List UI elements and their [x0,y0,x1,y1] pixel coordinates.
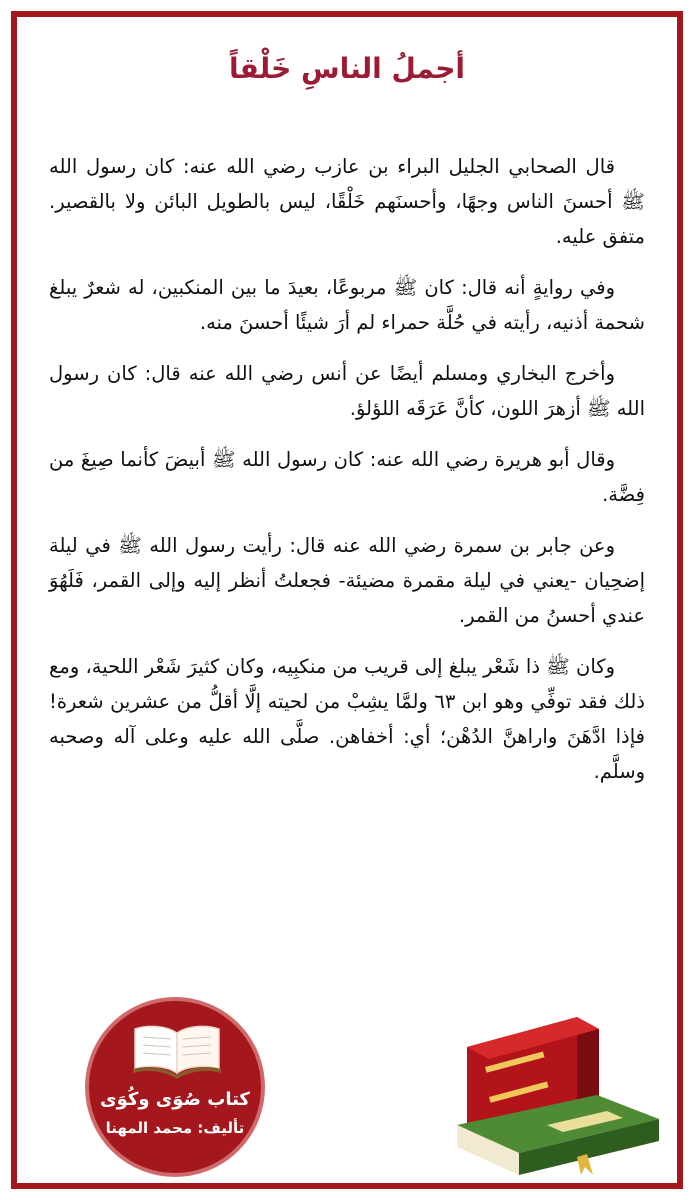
paragraph-5: وعن جابر بن سمرة رضي الله عنه قال: رأيت رسول الله ﷺ في ليلة إضحِيان -يعني في ليلة مقمرة مضيئة- فجعلتُ أنظر إليه وإلى القمر، فَلَهُوَ عندي أحسنُ من القمر. [49,534,645,627]
paragraph-1: قال الصحابي الجليل البراء بن عازب رضي الله عنه: كان رسول الله ﷺ أحسنَ الناس وجهًا، وأحسنَهم خَلْقًا، ليس بالطويل البائن ولا بالقصير. متفق عليه. [49,155,645,248]
paragraph-3: وأخرج البخاري ومسلم أيضًا عن أنس رضي الله عنه قال: كان رسول الله ﷺ أزهرَ اللون، كأنَّ عَرَقَه اللؤلؤ. [49,362,645,420]
paragraph-2: وفي روايةٍ أنه قال: كان ﷺ مربوعًا، بعيدَ ما بين المنكبين، له شعرٌ يبلغ شحمة أذنيه، رأيته في حُلَّة حمراء لم أرَ شيئًا أحسنَ منه. [49,276,645,334]
article-body [49,149,645,805]
page-title: أجملُ الناسِ خَلْقاً [228,52,465,85]
paragraph-4: وقال أبو هريرة رضي الله عنه: كان رسول الله ﷺ أبيضَ كأنما صِيغَ من فِضَّة. [49,448,645,506]
open-book-icon [129,1019,225,1079]
book-title: كتاب صُوَى وكُوَى [100,1089,250,1110]
paragraph-6: وكان ﷺ ذا شَعْر يبلغ إلى قريب من منكبِيه، وكان كثيرَ شَعْر اللحية، ومع ذلك فقد توفِّي وهو ابن ٦٣ ولمَّا يشِبْ من لحيته إلَّا أقلُّ من عشرين شعرة! فإذا ادَّهَنَ واراهنَّ الدُهْن؛ أي: أخفاهن. صلَّى الله عليه وعلى آله وصحبه وسلَّم. [49,655,645,783]
page-frame [11,11,683,1189]
books-stack-icon [427,1007,667,1177]
book-author: تأليف: محمد المهنا [105,1119,245,1137]
book-badge [85,997,265,1177]
